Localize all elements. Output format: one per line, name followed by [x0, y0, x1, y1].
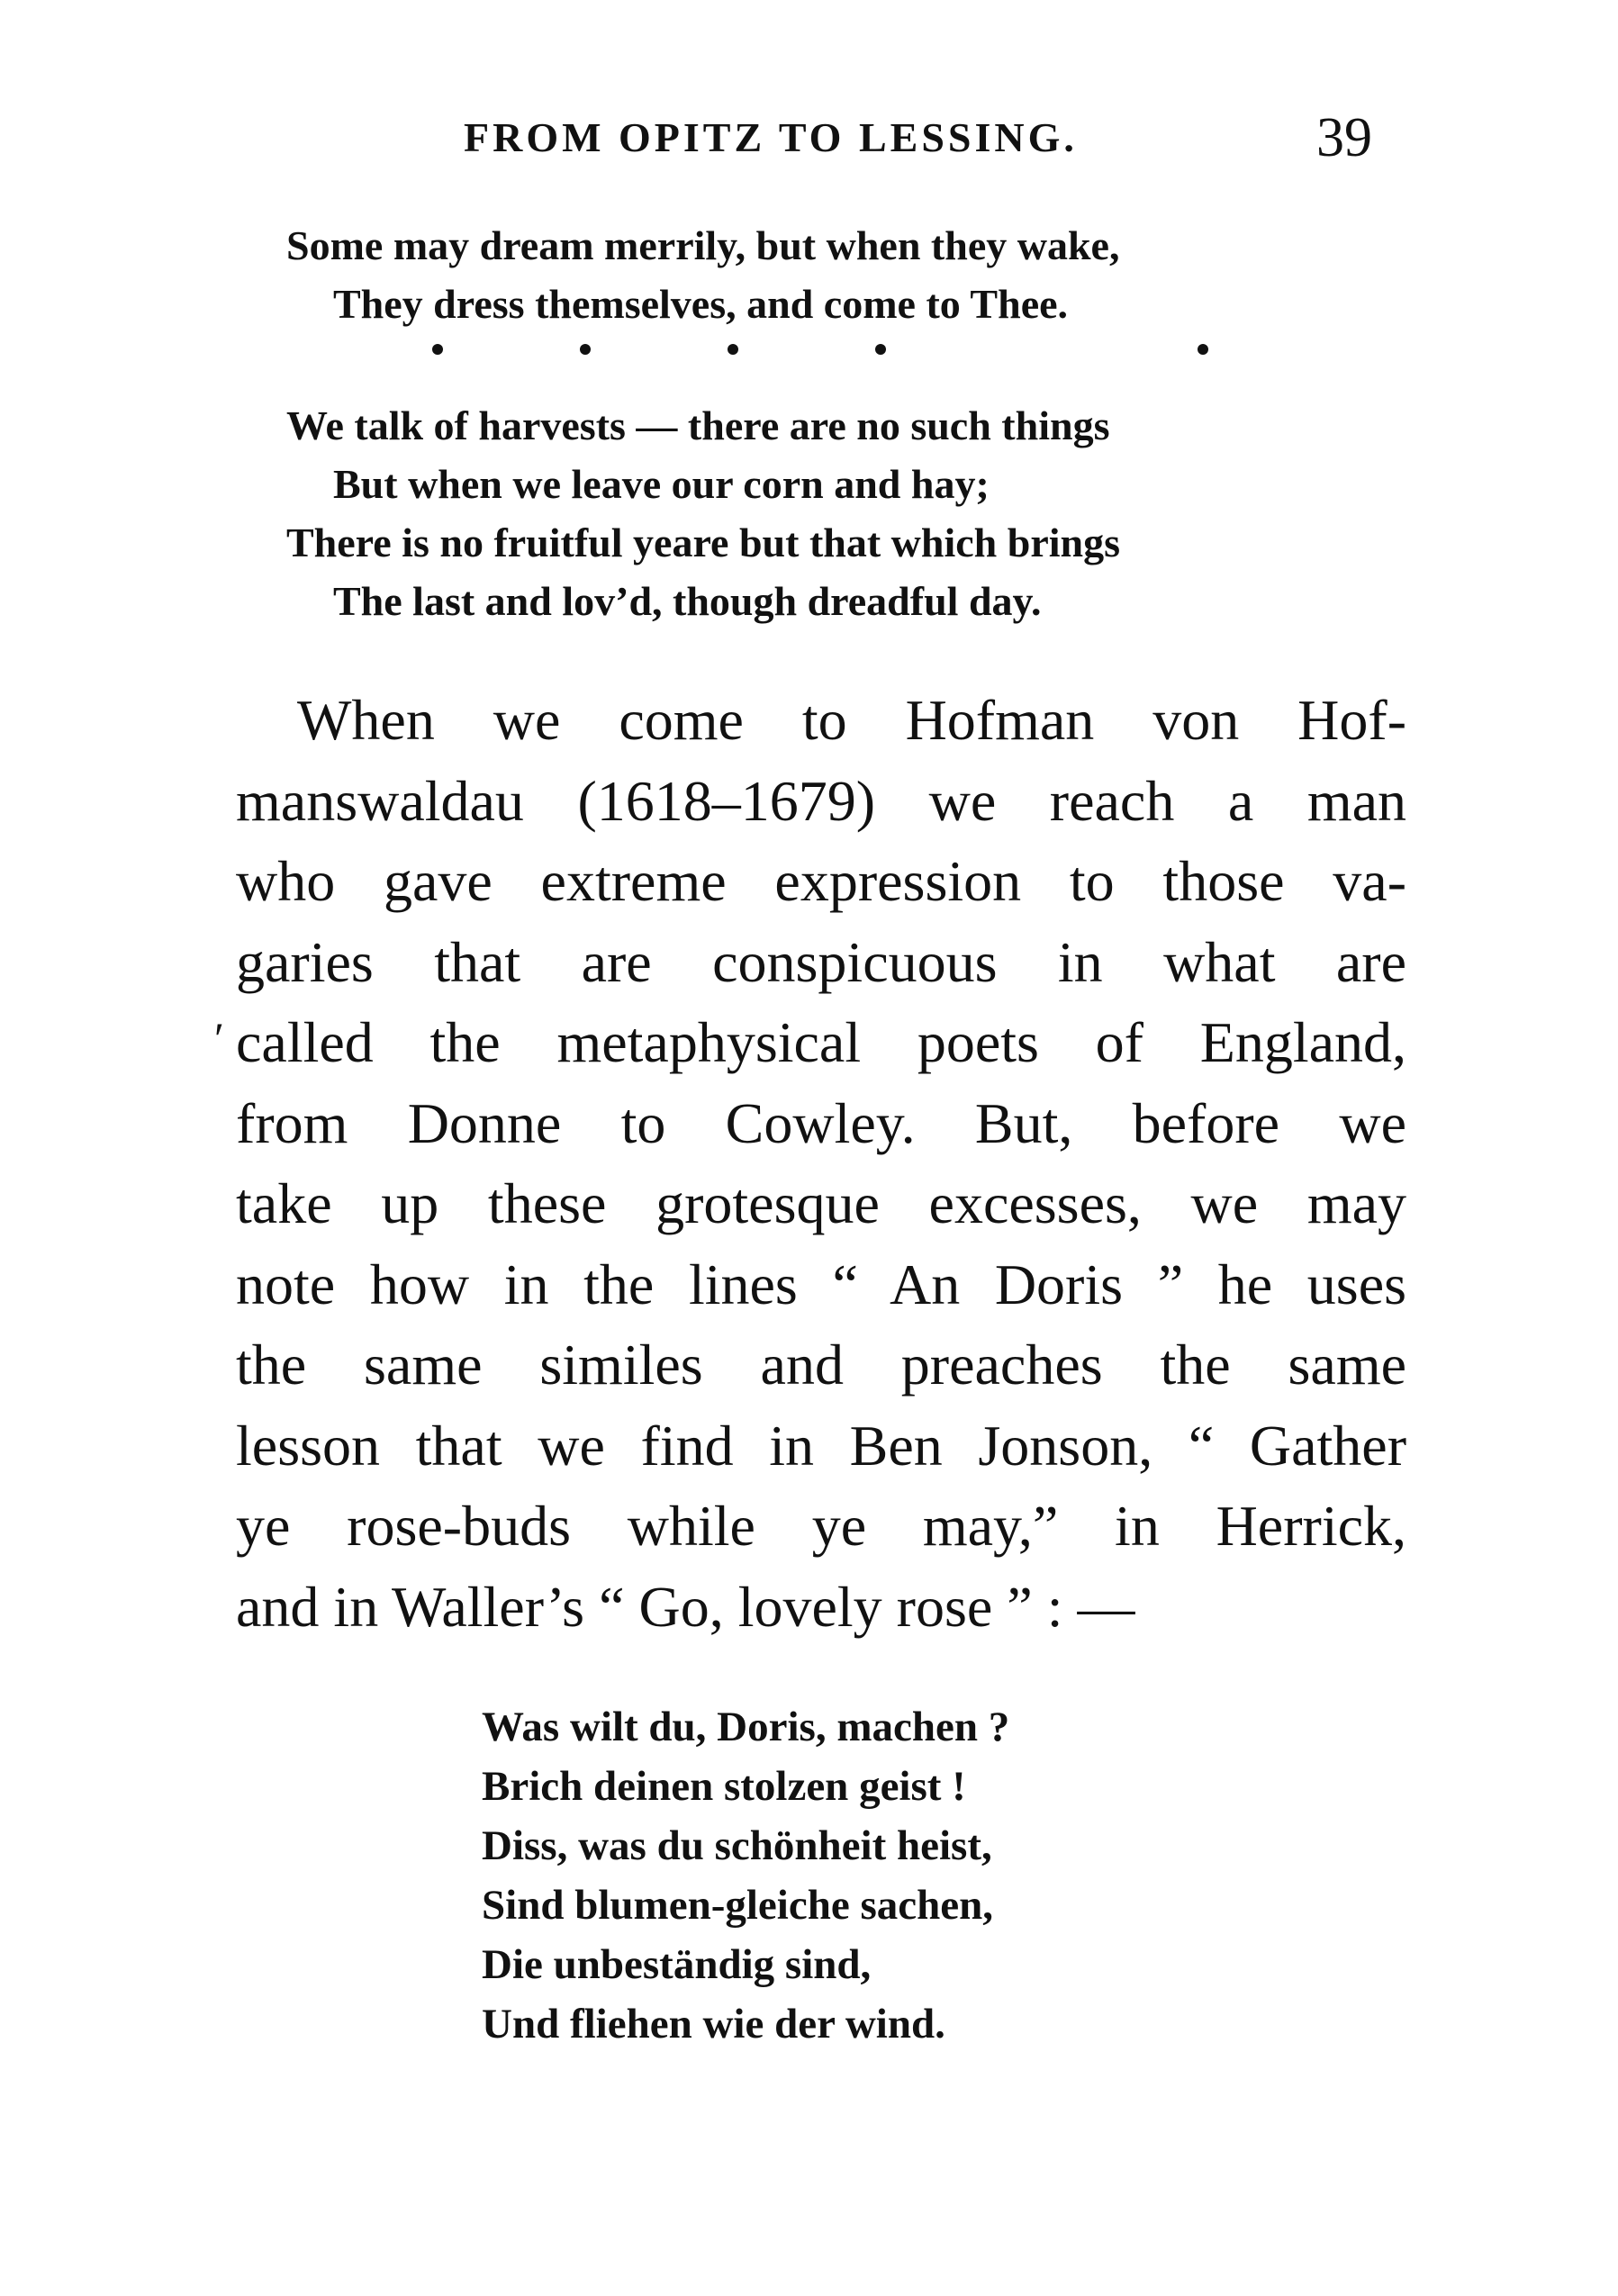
verse-line: We talk of harvests — there are no such things [286, 402, 1110, 448]
ellipsis-dot [580, 344, 591, 355]
paragraph-line: note how in the lines “ An Doris ” he uses [236, 1252, 1406, 1316]
paragraph-line: manswaldau (1618–1679) we reach a man [236, 768, 1406, 833]
ellipsis-dot [1198, 344, 1208, 355]
ellipsis-dot [728, 344, 738, 355]
paragraph-line: ye rose-buds while ye may,” in Herrick, [236, 1494, 1406, 1558]
paragraph-line: the same similes and preaches the same [236, 1333, 1406, 1397]
body-paragraph [236, 680, 1406, 1647]
paragraph-line: take up these grotesque excesses, we may [236, 1171, 1406, 1235]
paragraph-line: from Donne to Cowley. But, before we [236, 1090, 1406, 1155]
paragraph-line: called the metaphysical poets of England, [236, 1010, 1406, 1074]
paragraph-line: When we come to Hofman von Hof- [297, 688, 1406, 752]
paragraph-line: lesson that we find in Ben Jonson, “ Gather [236, 1413, 1406, 1478]
paragraph-line: and in Waller’s “ Go, lovely rose ” : — [236, 1574, 1135, 1639]
running-head [0, 106, 1618, 169]
page-number: 39 [1316, 107, 1372, 168]
verse-line: Some may dream merrily, but when they wake, [286, 222, 1120, 268]
verse-line: Brich deinen stolzen geist ! [482, 1763, 966, 1810]
verse-middle [286, 396, 1120, 630]
verse-top [286, 216, 1119, 333]
verse-line: Sind blumen-gleiche sachen, [482, 1882, 993, 1929]
verse-german [482, 1697, 1009, 2054]
verse-line: They dress themselves, and come to Thee. [333, 281, 1069, 327]
verse-line: Und fliehen wie der wind. [482, 2001, 945, 2047]
verse-line: But when we leave our corn and hay; [333, 461, 990, 507]
verse-line: Diss, was du schönheit heist, [482, 1822, 992, 1869]
ellipsis-dot [432, 344, 443, 355]
margin-mark: ′ [214, 1013, 224, 1063]
paragraph-line: who gave extreme expression to those va- [236, 849, 1406, 913]
ellipsis-dots [432, 335, 1225, 371]
paragraph-line: garies that are conspicuous in what are [236, 929, 1406, 994]
verse-line: Die unbeständig sind, [482, 1941, 872, 1988]
verse-line: Was wilt du, Doris, machen ? [482, 1704, 1010, 1750]
ellipsis-dot [875, 344, 886, 355]
verse-line: The last and lov’d, though dreadful day. [333, 578, 1042, 624]
running-title: FROM OPITZ TO LESSING. [464, 114, 1078, 160]
verse-line: There is no fruitful yeare but that which brings [286, 520, 1121, 565]
